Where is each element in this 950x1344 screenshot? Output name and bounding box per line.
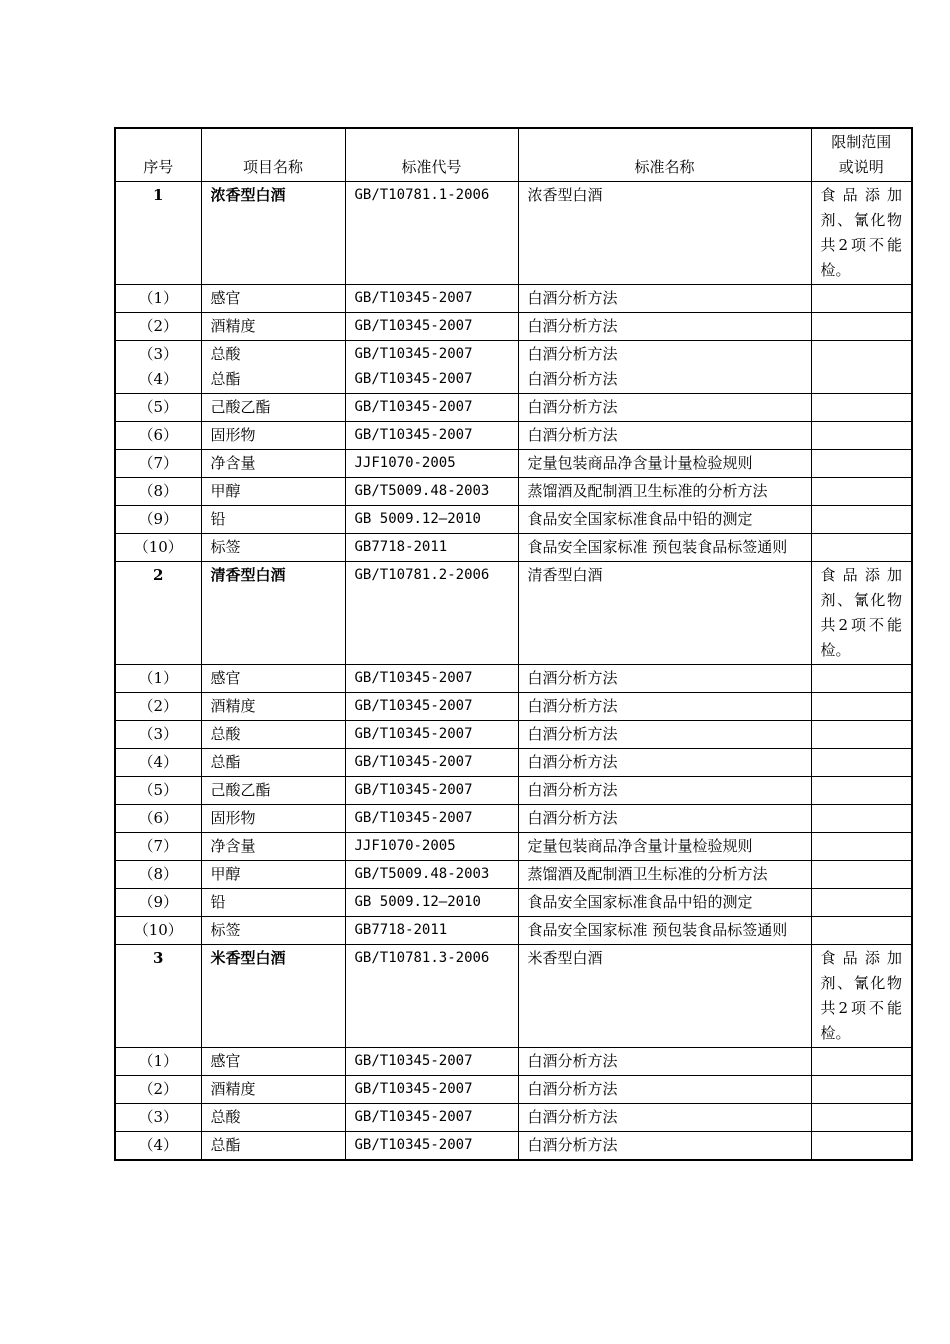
item-limit-note [811,506,912,534]
item-name-text: 铅 [210,510,226,528]
item-seq-text: （10） [133,538,183,556]
group-standard-name: 浓香型白酒 [518,182,811,285]
item-limit-note [811,1104,912,1132]
item-standard-code [345,1132,518,1161]
item-name [201,1132,345,1161]
item-standard-name-text: 白酒分析方法 [527,809,618,827]
item-limit-note [811,394,912,422]
item-standard-code-text: GB/T5009.48-2003 [354,483,490,499]
item-limit-note [811,777,912,805]
item-name [201,777,345,805]
item-name [201,861,345,889]
item-seq-text: （3） [138,1108,179,1126]
item-seq [115,805,201,833]
item-standard-name [518,665,811,693]
item-name-text: 净含量 [210,454,256,472]
item-standard-code [345,917,518,945]
table-row [115,1048,912,1076]
group-standard-code: GB/T10781.3-2006 [345,945,518,1048]
item-standard-name [518,478,811,506]
item-standard-name [518,1076,811,1104]
item-seq-text: （9） [138,510,179,528]
item-seq-text: （8） [138,865,179,883]
item-standard-name-text: 食品安全国家标准食品中铅的测定 [527,893,753,911]
item-standard-name-text: 定量包装商品净含量计量检验规则 [527,454,753,472]
item-name-text: 甲醇 [210,865,241,883]
item-standard-code [345,478,518,506]
item-standard-code [345,749,518,777]
item-standard-code-text: GB7718-2011 [354,922,448,938]
item-seq-text: （9） [138,893,179,911]
item-seq [115,721,201,749]
item-standard-code [345,889,518,917]
item-standard-code [345,422,518,450]
item-standard-code-text: GB 5009.12—2010 [354,894,481,910]
item-name [201,1104,345,1132]
table-row [115,861,912,889]
standards-sheet [114,127,911,1161]
item-standard-code-text: GB/T10345-2007 [354,399,473,415]
item-standard-name [518,1104,811,1132]
item-name-text: 己酸乙酯 [210,781,271,799]
item-name [201,394,345,422]
item-standard-name [518,861,811,889]
item-limit-note [811,1132,912,1161]
item-standard-code-text: GB/T5009.48-2003 [354,866,490,882]
item-standard-name [518,313,811,341]
item-standard-code-text: GB/T10345-2007 [354,371,473,387]
item-limit-note [811,534,912,562]
item-name [201,341,345,394]
item-seq-text: （5） [138,781,179,799]
item-standard-name [518,1132,811,1161]
item-name [201,1076,345,1104]
item-standard-name [518,721,811,749]
group-seq: 3 [115,945,201,1048]
group-seq: 1 [115,182,201,285]
group-limit-note: 食品添加剂、氰化物共2项不能检。 [811,945,912,1048]
item-standard-code-text: GB/T10345-2007 [354,1109,473,1125]
item-standard-name [518,534,811,562]
item-name-text: 标签 [210,921,241,939]
group-standard-name: 清香型白酒 [518,562,811,665]
item-standard-code [345,341,518,394]
item-seq [115,285,201,313]
item-name [201,422,345,450]
item-limit-note [811,450,912,478]
item-standard-name-text: 食品安全国家标准 预包装食品标签通则 [527,538,788,556]
item-name-text: 感官 [210,1052,241,1070]
item-standard-code [345,1104,518,1132]
item-standard-code-text: GB/T10345-2007 [354,290,473,306]
item-name [201,506,345,534]
item-name [201,917,345,945]
table-row [115,450,912,478]
item-standard-name-text: 白酒分析方法 [527,669,618,687]
item-standard-name [518,422,811,450]
item-seq-text: （8） [138,482,179,500]
item-seq [115,889,201,917]
item-name-text: 总酸 [210,345,241,363]
item-standard-code-text: GB/T10345-2007 [354,427,473,443]
item-standard-code-text: GB 5009.12—2010 [354,511,481,527]
item-standard-name-text: 定量包装商品净含量计量检验规则 [527,837,753,855]
item-standard-name [518,749,811,777]
item-name [201,285,345,313]
item-standard-name [518,285,811,313]
table-row [115,1132,912,1161]
item-name [201,450,345,478]
table-row [115,917,912,945]
item-seq-text: （1） [138,669,179,687]
item-standard-code-text: GB/T10345-2007 [354,670,473,686]
item-limit-note [811,1076,912,1104]
table-row [115,693,912,721]
item-limit-note [811,889,912,917]
item-standard-code-text: GB/T10345-2007 [354,726,473,742]
item-seq-text: （5） [138,398,179,416]
item-standard-name [518,1048,811,1076]
item-standard-code [345,534,518,562]
standards-table-body [115,128,912,1160]
item-standard-name-text: 白酒分析方法 [527,1108,618,1126]
group-product-name: 清香型白酒 [201,562,345,665]
group-standard-name: 米香型白酒 [518,945,811,1048]
item-standard-name [518,394,811,422]
item-name-text: 总酯 [210,370,241,388]
item-standard-name-text: 白酒分析方法 [527,370,618,388]
item-limit-note [811,478,912,506]
item-standard-name-text: 白酒分析方法 [527,317,618,335]
group-standard-code: GB/T10781.2-2006 [345,562,518,665]
table-row [115,313,912,341]
item-standard-name-text: 白酒分析方法 [527,725,618,743]
item-seq [115,693,201,721]
item-standard-name-text: 白酒分析方法 [527,289,618,307]
item-seq [115,917,201,945]
table-row [115,805,912,833]
table-row [115,777,912,805]
item-standard-name [518,889,811,917]
item-standard-name-text: 白酒分析方法 [527,1136,618,1154]
table-row [115,534,912,562]
table-row [115,721,912,749]
item-standard-code-text: GB/T10345-2007 [354,1081,473,1097]
item-seq [115,1132,201,1161]
item-standard-code [345,777,518,805]
item-name-text: 总酯 [210,1136,241,1154]
item-name [201,1048,345,1076]
item-seq-text: （6） [138,809,179,827]
item-seq [115,833,201,861]
item-limit-note [811,285,912,313]
item-standard-name [518,341,811,394]
item-seq-text: （4） [138,370,179,388]
item-seq-text: （2） [138,317,179,335]
item-seq-text: （7） [138,454,179,472]
item-standard-name [518,917,811,945]
table-row [115,285,912,313]
item-name-text: 感官 [210,669,241,687]
item-standard-name-text: 白酒分析方法 [527,426,618,444]
table-row [115,833,912,861]
group-product-name: 米香型白酒 [201,945,345,1048]
item-standard-code-text: GB/T10345-2007 [354,698,473,714]
item-seq [115,777,201,805]
item-standard-name-text: 蒸馏酒及配制酒卫生标准的分析方法 [527,482,768,500]
item-seq-text: （3） [138,725,179,743]
table-row [115,394,912,422]
item-standard-code-text: GB/T10345-2007 [354,754,473,770]
item-standard-name [518,506,811,534]
item-limit-note [811,749,912,777]
item-name [201,805,345,833]
item-standard-code-text: GB/T10345-2007 [354,782,473,798]
item-seq [115,534,201,562]
item-standard-name [518,805,811,833]
item-standard-code [345,394,518,422]
item-standard-name [518,693,811,721]
item-seq [115,1104,201,1132]
item-limit-note [811,341,912,394]
item-name [201,534,345,562]
item-seq-text: （3） [138,345,179,363]
item-standard-name-text: 白酒分析方法 [527,345,618,363]
item-seq-text: （1） [138,1052,179,1070]
item-limit-note [811,833,912,861]
item-name [201,889,345,917]
item-seq-text: （7） [138,837,179,855]
item-name-text: 甲醇 [210,482,241,500]
item-standard-name-text: 白酒分析方法 [527,697,618,715]
item-seq [115,341,201,394]
item-standard-code-text: GB/T10345-2007 [354,346,473,362]
item-standard-code [345,506,518,534]
item-standard-code [345,285,518,313]
item-limit-note [811,861,912,889]
item-name [201,833,345,861]
item-name [201,665,345,693]
item-seq [115,861,201,889]
item-limit-note [811,693,912,721]
item-seq [115,1048,201,1076]
table-row [115,665,912,693]
table-row [115,749,912,777]
item-name [201,693,345,721]
item-name [201,749,345,777]
item-limit-note [811,1048,912,1076]
item-standard-code [345,313,518,341]
group-standard-code: GB/T10781.1-2006 [345,182,518,285]
item-limit-note [811,313,912,341]
item-name [201,478,345,506]
header-limit-line-2: 或说明 [838,158,884,176]
item-standard-code [345,833,518,861]
table-row [115,1076,912,1104]
item-seq [115,394,201,422]
item-standard-code-text: JJF1070-2005 [354,455,456,471]
item-name-text: 酒精度 [210,1080,256,1098]
group-limit-note: 食品添加剂、氰化物共2项不能检。 [811,562,912,665]
item-name-text: 铅 [210,893,226,911]
item-standard-name-text: 白酒分析方法 [527,753,618,771]
item-seq [115,313,201,341]
group-limit-note: 食品添加剂、氰化物共2项不能检。 [811,182,912,285]
item-standard-code-text: GB/T10345-2007 [354,1053,473,1069]
item-name-text: 己酸乙酯 [210,398,271,416]
item-name-text: 标签 [210,538,241,556]
item-seq-text: （1） [138,289,179,307]
item-standard-name [518,777,811,805]
item-standard-code [345,693,518,721]
header-limit-line-1: 限制范围 [831,133,892,151]
item-limit-note [811,665,912,693]
standards-table [114,127,913,1161]
item-seq-text: （2） [138,1080,179,1098]
header-standard-code: 标准代号 [345,128,518,182]
item-standard-name-text: 食品安全国家标准食品中铅的测定 [527,510,753,528]
item-name [201,313,345,341]
item-seq-text: （10） [133,921,183,939]
header-limit [811,128,912,182]
item-seq [115,450,201,478]
item-seq [115,506,201,534]
item-name [201,721,345,749]
item-limit-note [811,805,912,833]
item-standard-code [345,450,518,478]
item-name-text: 总酯 [210,753,241,771]
item-standard-code [345,805,518,833]
item-standard-name-text: 蒸馏酒及配制酒卫生标准的分析方法 [527,865,768,883]
item-name-text: 固形物 [210,426,256,444]
item-standard-code-text: GB/T10345-2007 [354,810,473,826]
table-row [115,422,912,450]
item-standard-code-text: JJF1070-2005 [354,838,456,854]
item-standard-code [345,1048,518,1076]
item-name-text: 酒精度 [210,317,256,335]
item-standard-code-text: GB/T10345-2007 [354,318,473,334]
group-row [115,945,912,1048]
table-header-row [115,128,912,182]
header-seq: 序号 [115,128,201,182]
item-standard-code [345,721,518,749]
item-standard-code-text: GB/T10345-2007 [354,1137,473,1153]
item-name-text: 总酸 [210,1108,241,1126]
group-seq: 2 [115,562,201,665]
item-name-text: 净含量 [210,837,256,855]
group-row [115,182,912,285]
group-product-name: 浓香型白酒 [201,182,345,285]
item-standard-name [518,833,811,861]
header-standard-name: 标准名称 [518,128,811,182]
item-seq [115,749,201,777]
item-standard-code [345,861,518,889]
item-standard-name-text: 白酒分析方法 [527,1052,618,1070]
item-seq [115,665,201,693]
item-seq [115,422,201,450]
item-limit-note [811,422,912,450]
item-standard-code-text: GB7718-2011 [354,539,448,555]
table-row [115,478,912,506]
item-standard-name-text: 白酒分析方法 [527,1080,618,1098]
item-standard-name [518,450,811,478]
item-standard-code [345,665,518,693]
item-name-text: 总酸 [210,725,241,743]
header-item-name: 项目名称 [201,128,345,182]
item-seq-text: （2） [138,697,179,715]
item-seq [115,478,201,506]
item-name-text: 固形物 [210,809,256,827]
table-row [115,889,912,917]
item-standard-name-text: 白酒分析方法 [527,781,618,799]
item-limit-note [811,721,912,749]
item-name-text: 感官 [210,289,241,307]
item-seq [115,1076,201,1104]
table-row [115,341,912,394]
item-standard-code [345,1076,518,1104]
item-seq-text: （4） [138,753,179,771]
group-row [115,562,912,665]
item-standard-name-text: 食品安全国家标准 预包装食品标签通则 [527,921,788,939]
table-row [115,1104,912,1132]
item-standard-name-text: 白酒分析方法 [527,398,618,416]
item-seq-text: （4） [138,1136,179,1154]
item-limit-note [811,917,912,945]
item-seq-text: （6） [138,426,179,444]
item-name-text: 酒精度 [210,697,256,715]
table-row [115,506,912,534]
